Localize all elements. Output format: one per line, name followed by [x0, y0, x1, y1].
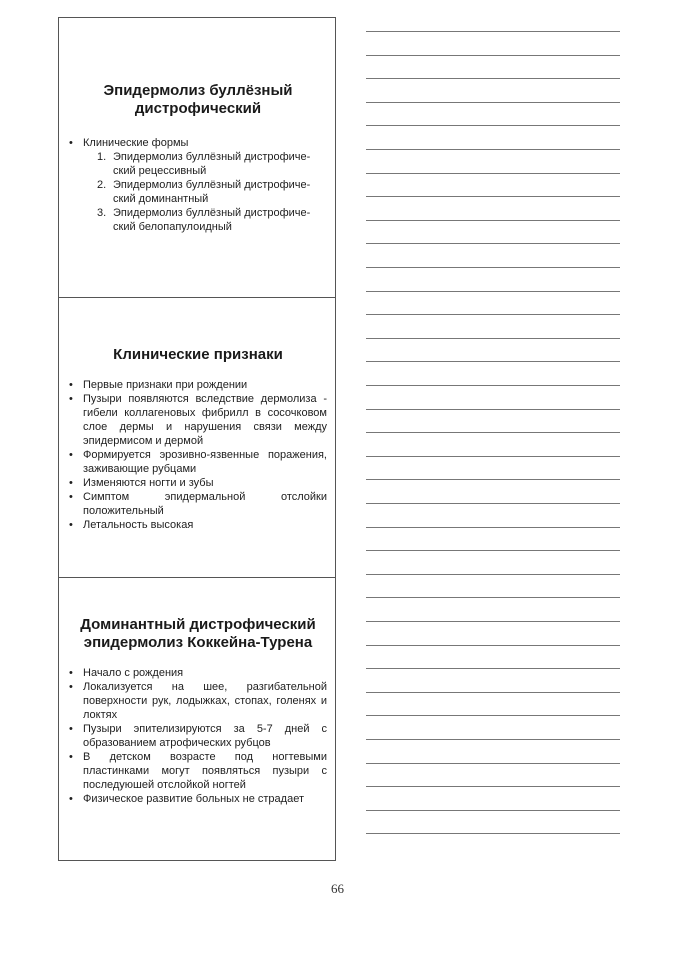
bullet-text: В детском возрасте под ногтевыми пластинками могут появляться пузыри с последуюшей отслойкой ногтей — [83, 751, 327, 791]
slide-forms — [59, 18, 335, 298]
note-line — [366, 550, 620, 551]
page-number: 66 — [331, 881, 344, 896]
bullet-item — [69, 518, 327, 532]
numbered-item — [83, 206, 327, 234]
note-line — [366, 621, 620, 622]
bullet-text: Симптом эпидермальной отслойки положительный — [83, 491, 327, 517]
note-line — [366, 692, 620, 693]
slide-title — [69, 616, 327, 652]
item-text: Эпидермолиз буллёзный дистрофиче- — [113, 207, 311, 219]
bullet-icon: • — [69, 681, 73, 693]
slide-title — [69, 82, 327, 118]
bullet-icon: • — [69, 491, 73, 503]
slide-title-line: эпидермолиз Коккейна-Турена — [83, 634, 313, 651]
note-line — [366, 645, 620, 646]
note-line — [366, 267, 620, 268]
item-text: ский рецессивный — [113, 165, 207, 177]
bullet-item — [69, 476, 327, 490]
note-line — [366, 409, 620, 410]
note-line — [366, 833, 620, 834]
bullet-icon: • — [69, 137, 73, 149]
note-line — [366, 361, 620, 362]
bullet-text: Пузыри появляются вследствие дермолиза - гибели коллагеновых фибрилл в сосочковом слое дермы и нарушения связи между эпидермисом и дермой — [83, 393, 327, 447]
bullet-text: Первые признаки при рождении — [83, 379, 248, 391]
item-text: ский белопапулоидный — [113, 221, 232, 233]
bullet-text: Формируется эрозивно-язвенные поражения, заживающие рубцами — [83, 449, 327, 475]
note-line — [366, 243, 620, 244]
bullet-item — [69, 490, 327, 518]
note-line — [366, 456, 620, 457]
bullet-icon: • — [69, 477, 73, 489]
note-line — [366, 196, 620, 197]
bullet-list — [69, 666, 327, 806]
note-line — [366, 715, 620, 716]
note-line — [366, 220, 620, 221]
bullet-text: Физическое развитие больных не страдает — [83, 793, 304, 805]
note-line — [366, 479, 620, 480]
bullet-item — [69, 392, 327, 448]
note-line — [366, 173, 620, 174]
bullet-text: Начало с рождения — [83, 667, 184, 679]
bullet-item — [69, 666, 327, 680]
slide-title-line: Доминантный дистрофический — [80, 616, 316, 633]
bullet-text: Изменяются ногти и зубы — [83, 477, 214, 489]
slide-cockayne-touraine — [59, 578, 335, 862]
item-text: Эпидермолиз буллёзный дистрофиче- — [113, 151, 311, 163]
note-line — [366, 55, 620, 56]
bullet-item — [69, 378, 327, 392]
bullet-item — [69, 448, 327, 476]
bullet-item — [69, 136, 327, 234]
note-line — [366, 668, 620, 669]
numbered-item — [83, 150, 327, 178]
note-line — [366, 810, 620, 811]
note-line — [366, 574, 620, 575]
note-line — [366, 385, 620, 386]
item-text: ский доминантный — [113, 193, 209, 205]
slide-title-line: Эпидермолиз буллёзный — [103, 82, 293, 99]
bullet-item — [69, 792, 327, 806]
note-line — [366, 125, 620, 126]
note-line — [366, 78, 620, 79]
slide-title: Клинические признаки — [113, 346, 283, 363]
bullet-item — [69, 722, 327, 750]
bullet-list — [69, 136, 327, 234]
note-line — [366, 338, 620, 339]
bullet-icon: • — [69, 519, 73, 531]
note-line — [366, 149, 620, 150]
numbered-item — [83, 178, 327, 206]
note-line — [366, 739, 620, 740]
bullet-icon: • — [69, 393, 73, 405]
item-number: 3. — [97, 207, 107, 219]
bullet-text: Летальность высокая — [83, 519, 194, 531]
bullet-text: Клинические формы — [83, 137, 189, 149]
bullet-item — [69, 750, 327, 792]
note-line — [366, 763, 620, 764]
note-line — [366, 314, 620, 315]
item-number: 2. — [97, 179, 107, 191]
item-text: Эпидермолиз буллёзный дистрофиче- — [113, 179, 311, 191]
slides-column — [58, 17, 336, 861]
note-line — [366, 503, 620, 504]
bullet-icon: • — [69, 379, 73, 391]
slide-clinical-signs — [59, 298, 335, 578]
item-number: 1. — [97, 151, 107, 163]
numbered-list — [83, 150, 327, 234]
note-line — [366, 31, 620, 32]
note-line — [366, 527, 620, 528]
note-line — [366, 786, 620, 787]
note-line — [366, 102, 620, 103]
bullet-icon: • — [69, 723, 73, 735]
note-line — [366, 291, 620, 292]
bullet-item — [69, 680, 327, 722]
note-line — [366, 597, 620, 598]
bullet-icon: • — [69, 449, 73, 461]
bullet-icon: • — [69, 667, 73, 679]
bullet-text: Локализуется на шее, разгибательной поверхности рук, лодыжках, стопах, голенях и локтях — [83, 681, 327, 721]
bullet-icon: • — [69, 751, 73, 763]
slide-title-line: дистрофический — [134, 100, 262, 117]
bullet-icon: • — [69, 793, 73, 805]
bullet-text: Пузыри эпителизируются за 5-7 дней с образованием атрофических рубцов — [83, 723, 327, 749]
bullet-list — [69, 378, 327, 532]
note-line — [366, 432, 620, 433]
